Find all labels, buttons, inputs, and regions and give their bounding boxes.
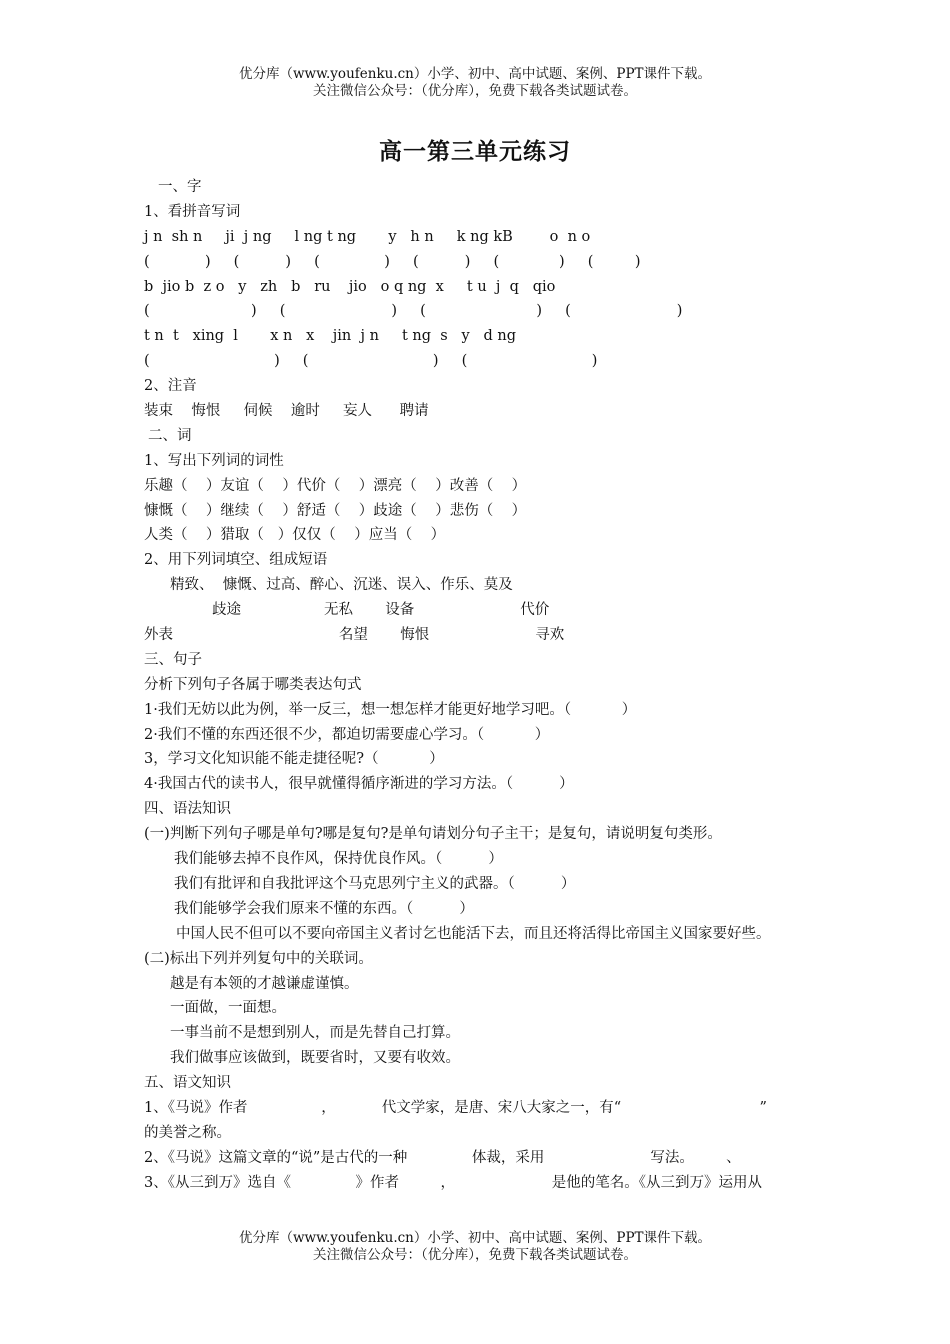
pinyin-row: t n t xing l x n x jin j n t ng s y d ng bbox=[144, 328, 517, 345]
word-list: 装束 悔恨 伺候 逾时 妄人 聘请 bbox=[144, 403, 429, 420]
section-heading-literature: 五、语文知识 bbox=[144, 1075, 231, 1092]
footer-line-1: 优分库（www.youfenku.cn）小学、初中、高中试题、案例、PPT课件下载。 bbox=[238, 1230, 712, 1246]
section-heading-sentences: 三、句子 bbox=[144, 651, 202, 668]
question-heading: 1、看拼音写词 bbox=[144, 203, 241, 220]
question-heading: (二)标出下列并列复句中的关联词。 bbox=[144, 950, 373, 967]
sentence-item: 2·我们不懂的东西还很不少，都迫切需要虚心学习。（ ） bbox=[144, 726, 550, 743]
answer-blank-row: ( ) ( ) ( ) bbox=[144, 353, 598, 370]
worksheet-body bbox=[144, 175, 814, 1196]
sentence-item: 我们做事应该做到，既要省时，又要有收效。 bbox=[170, 1050, 460, 1067]
phrase-row: 歧途 无私 设备 代价 bbox=[212, 602, 550, 619]
section-heading-words: 二、词 bbox=[148, 427, 192, 444]
answer-blank-row: ( ) ( ) ( ) ( ) bbox=[144, 303, 683, 320]
sentence-item-long: 中国人民不但可以不要向帝国主义者讨乞也能活下去，而且还将活得比帝国主义国家要好些。 bbox=[176, 925, 771, 942]
pinyin-row: b jio b z o y zh b ru jio o q ng x t u j q qio bbox=[144, 278, 556, 295]
fill-blank-item: 1、《马说》作者 ， 代文学家，是唐、宋八大家之一，有“ ” bbox=[144, 1099, 767, 1116]
sentence-item: 3，学习文化知识能不能走捷径呢?（ ） bbox=[144, 751, 444, 768]
answer-blank-row: ( ) ( ) ( ) ( ) ( ) ( ) bbox=[144, 253, 641, 270]
word-class-row: 人类（ ）猎取（ ）仅仅（ ）应当（ ） bbox=[144, 527, 446, 544]
question-heading: 分析下列句子各属于哪类表达句式 bbox=[144, 676, 362, 693]
pinyin-row: j n sh n ji j ng l ng t ng y h n k ng kB o n o bbox=[144, 228, 591, 245]
fill-blank-item: 2、《马说》这篇文章的“说”是古代的一种 体裁，采用 写法。 、 bbox=[144, 1149, 741, 1166]
sentence-item: 1·我们无妨以此为例，举一反三，想一想怎样才能更好地学习吧。（ ） bbox=[144, 701, 637, 718]
sentence-item: 一面做，一面想。 bbox=[170, 1000, 286, 1017]
word-bank: 精致、 慷慨、过高、醉心、沉迷、误入、作乐、莫及 bbox=[170, 577, 513, 594]
question-heading: (一)判断下列句子哪是单句?哪是复句?是单句请划分句子主干；是复句，请说明复句类形。 bbox=[144, 826, 722, 843]
section-heading-grammar: 四、语法知识 bbox=[144, 801, 231, 818]
fill-blank-item-continued: 的美誉之称。 bbox=[144, 1124, 231, 1141]
page-header bbox=[0, 66, 950, 100]
header-line-1: 优分库（www.youfenku.cn）小学、初中、高中试题、案例、PPT课件下载。 bbox=[238, 66, 712, 82]
sentence-item: 我们能够学会我们原来不懂的东西。（ ） bbox=[174, 900, 474, 917]
footer-line-2: 关注微信公众号：（优分库），免费下载各类试题试卷。 bbox=[313, 1247, 637, 1263]
question-heading: 2、注音 bbox=[144, 378, 197, 395]
phrase-row: 外表 名望 悔恨 寻欢 bbox=[144, 627, 565, 644]
sentence-item: 我们有批评和自我批评这个马克思列宁主义的武器。（ ） bbox=[174, 875, 576, 892]
fill-blank-item: 3、《从三到万》选自《 》作者 ， 是他的笔名。《从三到万》运用从 bbox=[144, 1174, 763, 1191]
word-class-row: 慷慨（ ）继续（ ）舒适（ ）歧途（ ）悲伤（ ） bbox=[144, 502, 527, 519]
word-class-row: 乐趣（ ）友谊（ ）代价（ ）漂亮（ ）改善（ ） bbox=[144, 477, 527, 494]
sentence-item: 4·我国古代的读书人，很早就懂得循序渐进的学习方法。（ ） bbox=[144, 776, 574, 793]
header-line-2: 关注微信公众号：（优分库），免费下载各类试题试卷。 bbox=[313, 83, 637, 99]
question-heading: 1、写出下列词的词性 bbox=[144, 452, 284, 469]
page-title: 高一第三单元练习 bbox=[379, 138, 571, 165]
question-heading: 2、用下列词填空、组成短语 bbox=[144, 552, 328, 569]
sentence-item: 一事当前不是想到别人，而是先替自己打算。 bbox=[170, 1025, 460, 1042]
sentence-item: 我们能够去掉不良作风，保持优良作风。（ ） bbox=[174, 851, 503, 868]
sentence-item: 越是有本领的才越谦虚谨慎。 bbox=[170, 975, 359, 992]
page-footer bbox=[0, 1230, 950, 1264]
section-heading-characters: 一、字 bbox=[158, 179, 202, 195]
